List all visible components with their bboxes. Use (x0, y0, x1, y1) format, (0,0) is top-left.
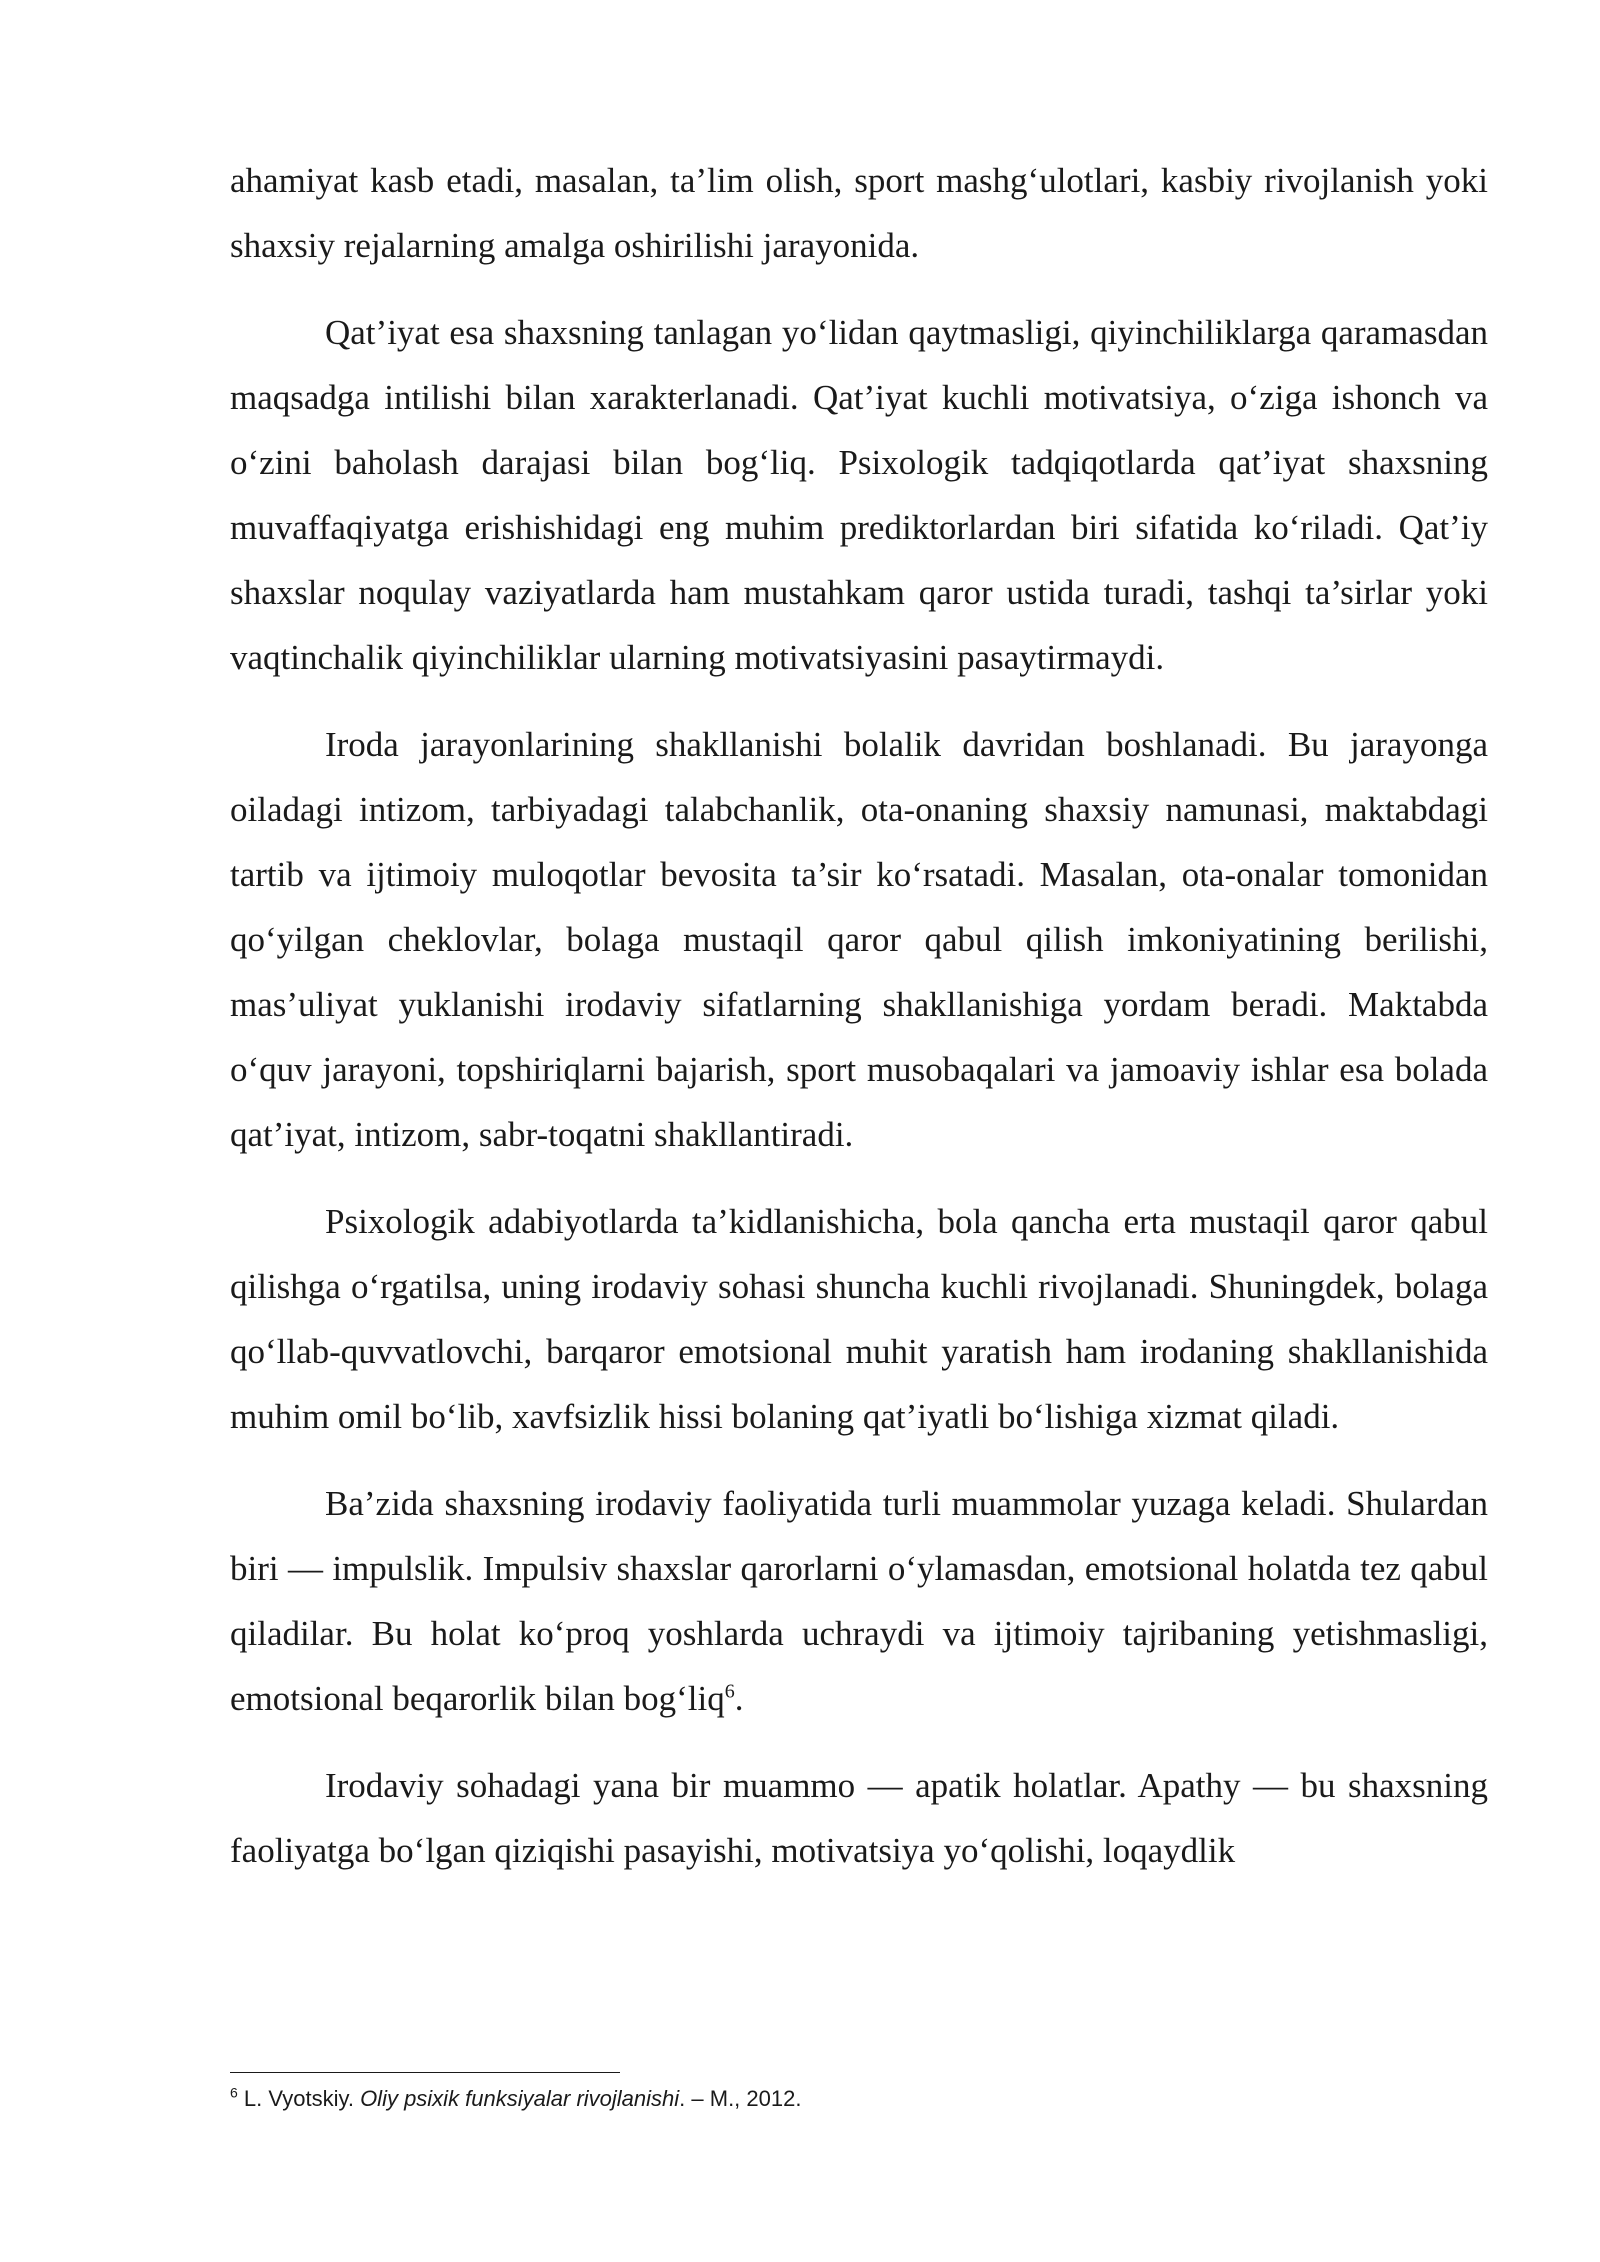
paragraph-6: Irodaviy sohadagi yana bir muammo — apatik holatlar. Apathy — bu shaxsning faoliyatga bo‘lgan qiziqishi pasayishi, motivatsiya yo‘qolishi, loqaydlik (230, 1766, 1488, 1870)
paragraph-2: Qat’iyat esa shaxsning tanlagan yo‘lidan qaytmasligi, qiyinchiliklarga qaramasdan maqsadga intilishi bilan xarakterlanadi. Qat’iyat kuchli motivatsiya, o‘ziga ishonch va o‘zini baholash darajasi bilan bog‘liq. Psixologik tadqiqotlarda qat’iyat shaxsning muvaffaqiyatga erishishidagi eng muhim prediktorlardan biri sifatida ko‘riladi. Qat’iy shaxslar noqulay vaziyatlarda ham mustahkam qaror ustida turadi, tashqi ta’sirlar yoki vaqtinchalik qiyinchiliklar ularning motivatsiyasini pasaytirmaydi. (230, 313, 1488, 677)
paragraph-5-text: Ba’zida shaxsning irodaviy faoliyatida turli muammolar yuzaga keladi. Shulardan biri — impulslik. Impulsiv shaxslar qarorlarni o‘ylamasdan, emotsional holatda tez qabul qiladilar. Bu holat ko‘proq yoshlarda uchraydi va ijtimoiy tajribaning yetishmasligi, emotsional beqarorlik bilan bog‘liq (230, 1484, 1488, 1718)
paragraph-1: ahamiyat kasb etadi, masalan, ta’lim olish, sport mashg‘ulotlari, kasbiy rivojlanish yoki shaxsiy rejalarning amalga oshirilishi jarayonida. (230, 161, 1488, 265)
footnote-title: Oliy psixik funksiyalar rivojlanishi (360, 2086, 680, 2111)
paragraph-3: Iroda jarayonlarining shakllanishi bolalik davridan boshlanadi. Bu jarayonga oiladagi intizom, tarbiyadagi talabchanlik, ota-onaning shaxsiy namunasi, maktabdagi tartib va ijtimoiy muloqotlar bevosita ta’sir ko‘rsatadi. Masalan, ota-onalar tomonidan qo‘yilgan cheklovlar, bolaga mustaqil qaror qabul qilish imkoniyatining berilishi, mas’uliyat yuklanishi irodaviy sifatlarning shakllanishiga yordam beradi. Maktabda o‘quv jarayoni, topshiriqlarni bajarish, sport musobaqalari va jamoaviy ishlar esa bolada qat’iyat, intizom, sabr-toqatni shakllantiradi. (230, 725, 1488, 1154)
paragraph-5 (230, 1471, 1488, 1731)
paragraph-4: Psixologik adabiyotlarda ta’kidlanishicha, bola qancha erta mustaqil qaror qabul qilishga o‘rgatilsa, uning irodaviy sohasi shuncha kuchli rivojlanadi. Shuningdek, bolaga qo‘llab-quvvatlovchi, barqaror emotsional muhit yaratish ham irodaning shakllanishida muhim omil bo‘lib, xavfsizlik hissi bolaning qat’iyatli bo‘lishiga xizmat qiladi. (230, 1202, 1488, 1436)
footnote-rest: . – M., 2012. (679, 2086, 802, 2111)
paragraph-5-end: . (734, 1679, 744, 1718)
footnote-number: 6 (230, 2084, 238, 2101)
body-text (230, 148, 1488, 1905)
footnote-reference[interactable]: 6 (724, 1680, 735, 1703)
footnote-author: L. Vyotskiy. (237, 2086, 361, 2111)
footnote-separator (230, 2072, 620, 2073)
footnote (230, 2084, 1488, 2114)
